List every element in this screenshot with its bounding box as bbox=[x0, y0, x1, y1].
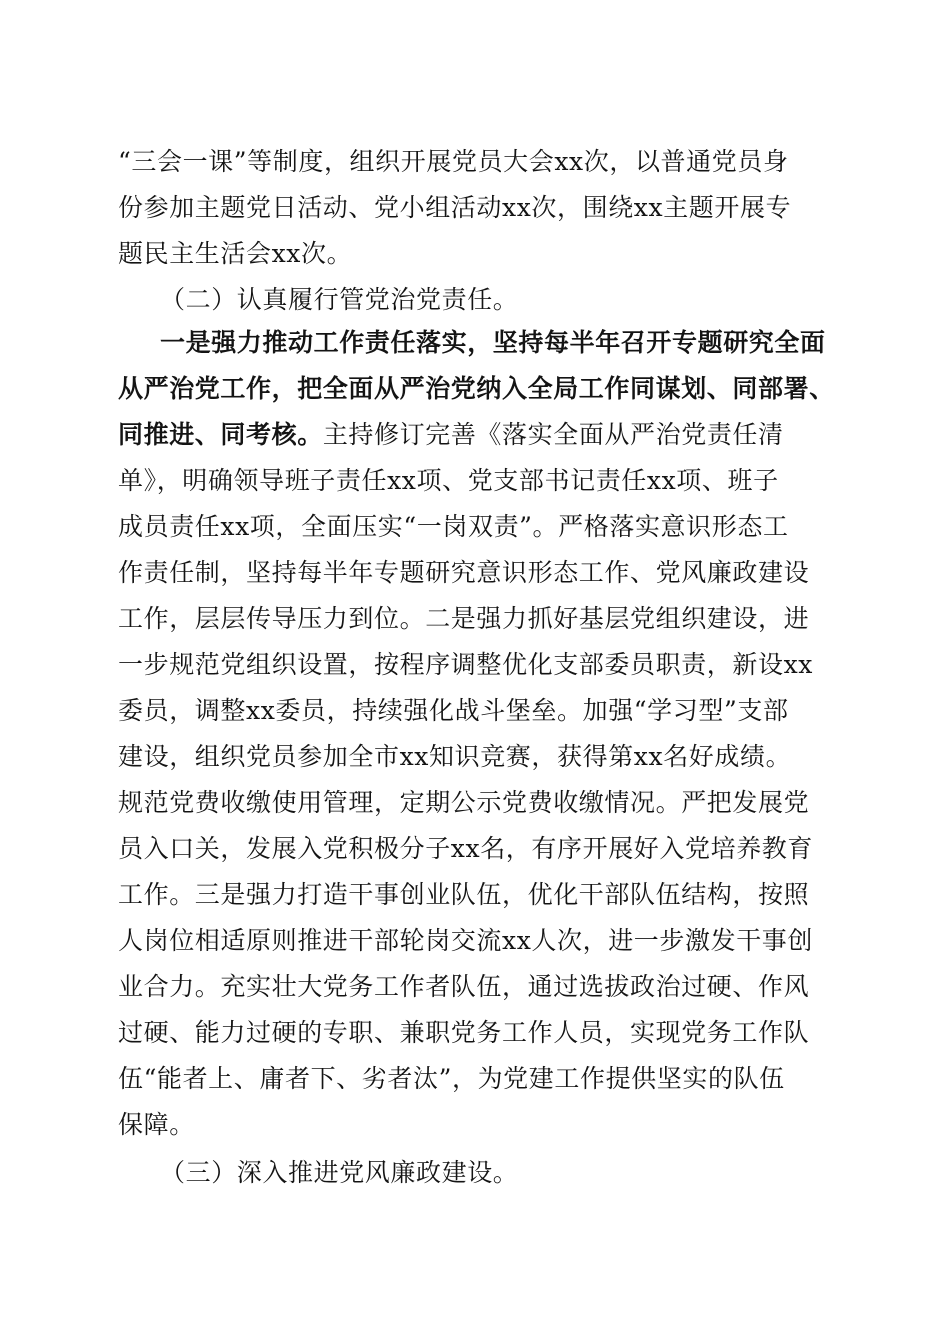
paragraph-line: 员入口关，发展入党积极分子xx名，有序开展好入党培养教育 bbox=[118, 834, 814, 863]
paragraph-line: 规范党费收缴使用管理，定期公示党费收缴情况。严把发展党 bbox=[118, 788, 810, 817]
paragraph-line: 业合力。充实壮大党务工作者队伍，通过选拔政治过硬、作风 bbox=[118, 972, 810, 1001]
paragraph-line: 伍“能者上、庸者下、劣者汰”，为党建工作提供坚实的队伍 bbox=[118, 1064, 785, 1093]
paragraph-line: 主持修订完善《落实全面从严治党责任清 bbox=[322, 420, 784, 449]
paragraph-line: 人岗位相适原则推进干部轮岗交流xx人次，进一步激发干事创 bbox=[118, 926, 814, 955]
bold-lead-line: 一是强力推动工作责任落实，坚持每半年召开专题研究全面 bbox=[160, 328, 826, 357]
bold-lead-line: 从严治党工作，把全面从严治党纳入全局工作同谋划、同部署、 bbox=[118, 374, 835, 403]
section-heading-3: （三）深入推进党风廉政建设。 bbox=[160, 1158, 519, 1187]
section-heading-2: （二）认真履行管党治党责任。 bbox=[160, 285, 519, 314]
paragraph-line: 保障。 bbox=[118, 1110, 195, 1139]
paragraph-line: 单》，明确领导班子责任xx项、党支部书记责任xx项、班子 bbox=[118, 466, 779, 495]
bold-lead-line: 同推进、同考核。 bbox=[118, 420, 323, 449]
paragraph-line: 成员责任xx项，全面压实“一岗双责”。严格落实意识形态工 bbox=[118, 512, 789, 541]
mixed-line bbox=[118, 420, 838, 450]
paragraph-line: 一步规范党组织设置，按程序调整优化支部委员职责，新设xx bbox=[118, 650, 814, 679]
paragraph-line: 建设，组织党员参加全市xx知识竞赛，获得第xx名好成绩。 bbox=[118, 742, 792, 771]
paragraph-line: 工作，层层传导压力到位。二是强力抓好基层党组织建设，进 bbox=[118, 604, 810, 633]
paragraph-line: 过硬、能力过硬的专职、兼职党务工作人员，实现党务工作队 bbox=[118, 1018, 810, 1047]
paragraph-line: 份参加主题党日活动、党小组活动xx次，围绕xx主题开展专 bbox=[118, 193, 792, 222]
paragraph-line: 题民主生活会xx次。 bbox=[118, 239, 353, 268]
paragraph-line: 委员，调整xx委员，持续强化战斗堡垒。加强“学习型”支部 bbox=[118, 696, 789, 725]
paragraph-line: 工作。三是强力打造干事创业队伍，优化干部队伍结构，按照 bbox=[118, 880, 810, 909]
paragraph-line: “三会一课”等制度，组织开展党员大会xx次，以普通党员身 bbox=[118, 147, 789, 176]
paragraph-line: 作责任制，坚持每半年专题研究意识形态工作、党风廉政建设 bbox=[118, 558, 810, 587]
